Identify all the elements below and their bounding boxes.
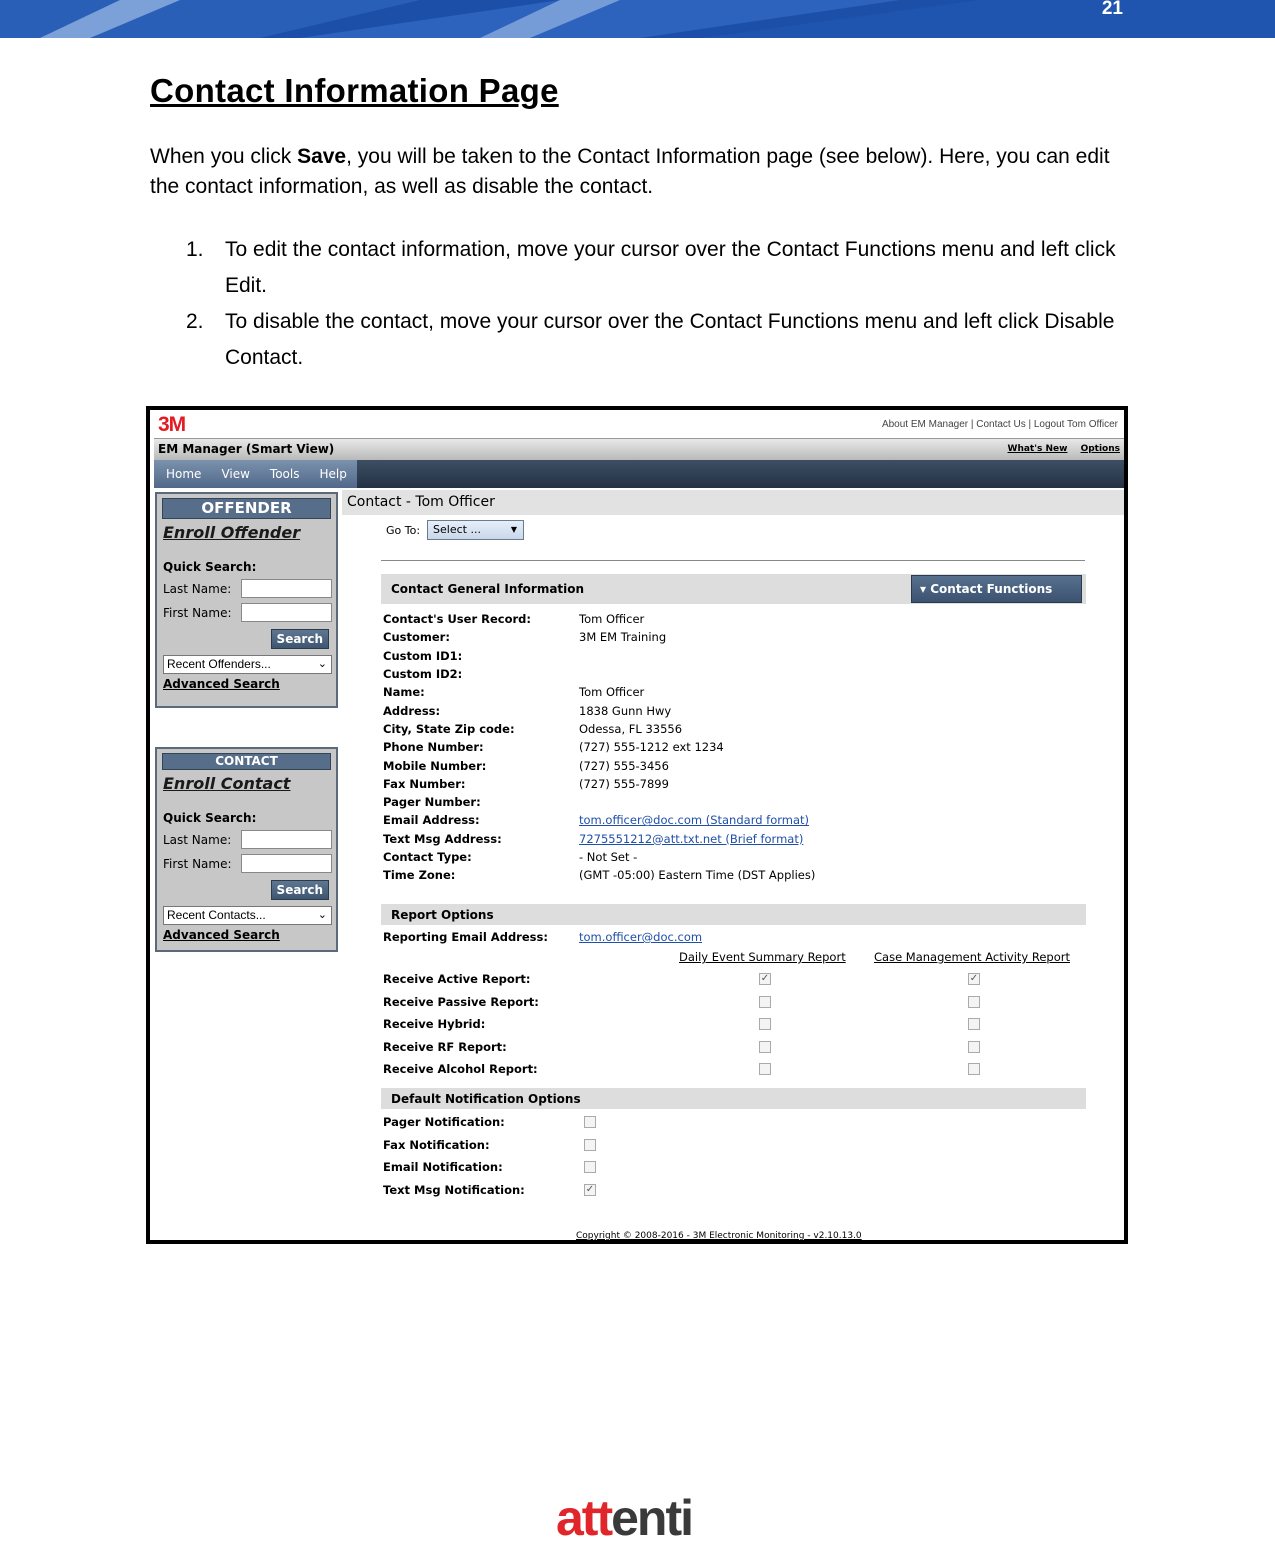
dropdown-arrow-icon: ▼ (510, 525, 518, 534)
info-row (383, 756, 815, 774)
attenti-logo (556, 1489, 692, 1547)
contact-panel-header: CONTACT (162, 753, 331, 770)
copyright: Copyright © 2008-2016 - 3M Electronic Monitoring - v2.10.13.0 (576, 1231, 862, 1241)
offender-last-name-input[interactable] (241, 579, 332, 598)
notification-row-label: Fax Notification: (383, 1137, 490, 1152)
instruction-step (186, 304, 1131, 376)
contact-quick-search-label: Quick Search: (163, 811, 257, 825)
report-row-label: Receive Alcohol Report: (383, 1062, 538, 1076)
info-row (383, 701, 815, 719)
notification-options-title: Default Notification Options (391, 1092, 581, 1106)
info-label: Customer: (383, 630, 450, 645)
contact-first-name-row (163, 854, 336, 873)
info-row (383, 811, 815, 829)
notification-checkbox[interactable]: ✓ (585, 1183, 595, 1195)
info-value: 3M EM Training (579, 630, 667, 645)
report-options-title: Report Options (391, 908, 494, 922)
recent-offenders-value: Recent Offenders... (167, 657, 271, 671)
info-row (383, 830, 815, 848)
contact-functions-button[interactable] (911, 575, 1082, 603)
info-label: Time Zone: (383, 868, 456, 883)
report-daily-checkbox[interactable] (759, 996, 771, 1008)
general-info-title: Contact General Information (391, 582, 585, 596)
menu-tools[interactable]: Tools (269, 467, 300, 481)
step-text: To edit the contact information, move your cursor over the Contact Functions menu and left click Edit. (225, 238, 1116, 297)
report-daily-checkbox[interactable]: ✓ (760, 973, 770, 984)
info-row (383, 848, 815, 866)
info-label: Email Address: (383, 813, 480, 828)
recent-contacts-value: Recent Contacts... (167, 908, 266, 922)
intro-paragraph (150, 142, 1125, 202)
last-name-label: Last Name: (163, 832, 232, 847)
info-value: (727) 555-1212 ext 1234 (579, 740, 724, 755)
instruction-list (186, 232, 1131, 376)
info-value: 1838 Gunn Hwy (579, 703, 672, 718)
info-value: (GMT -05:00) Eastern Time (DST Applies) (579, 868, 816, 883)
contact-search-button[interactable]: Search (271, 880, 329, 900)
report-case-checkbox[interactable] (968, 1063, 980, 1075)
top-links[interactable]: About EM Manager | Contact Us | Logout Tom Officer (881, 419, 1118, 430)
report-row-label: Receive RF Report: (383, 1039, 507, 1054)
info-row (383, 665, 815, 683)
reporting-email-link[interactable]: tom.officer@doc.com (579, 930, 703, 944)
info-row (383, 628, 815, 646)
report-row-label: Receive Active Report: (383, 972, 531, 986)
3m-logo: 3M (158, 413, 186, 436)
intro-text-end: , you will be taken to the Contact Information page (see below). Here, you can edit the contact information, as well as disable the contact. (150, 145, 1110, 198)
info-row (383, 775, 815, 793)
goto-row (386, 520, 524, 540)
recent-offenders-select[interactable] (163, 655, 332, 674)
menu-home[interactable]: Home (166, 467, 202, 481)
report-options-area (383, 930, 1088, 1090)
app-title-bar (154, 438, 1124, 460)
divider (381, 560, 1085, 561)
col-daily-header: Daily Event Summary Report (679, 950, 846, 964)
banner-graphic (0, 0, 1275, 38)
offender-panel-header: OFFENDER (162, 498, 331, 519)
recent-contacts-select[interactable] (163, 906, 332, 925)
options-link[interactable]: Options (1080, 444, 1120, 454)
whats-new-link[interactable]: What's New (1007, 444, 1068, 454)
info-label: Pager Number: (383, 795, 481, 810)
app-name: EM Manager (Smart View) (158, 442, 335, 456)
report-case-checkbox[interactable] (968, 1018, 980, 1030)
intro-text-start: When you click (150, 145, 298, 168)
step-number: 1. (186, 238, 204, 261)
last-name-label: Last Name: (163, 581, 232, 596)
page-title: Contact Information Page (150, 72, 559, 109)
offender-advanced-search-link[interactable]: Advanced Search (163, 677, 280, 691)
contact-info-list (383, 610, 815, 884)
report-daily-checkbox[interactable] (759, 1063, 771, 1075)
contact-last-name-row (163, 830, 336, 849)
notification-row-label: Email Notification: (383, 1160, 503, 1174)
menu-help[interactable]: Help (319, 467, 347, 481)
notification-checkbox[interactable] (584, 1161, 596, 1173)
caret-down-icon: ▾ (920, 582, 927, 596)
chevron-down-icon: ⌄ (317, 658, 327, 670)
instruction-step (186, 232, 1131, 304)
offender-quick-search-label: Quick Search: (163, 560, 257, 574)
offender-search-button[interactable]: Search (271, 629, 329, 649)
intro-save-word: Save (297, 145, 347, 168)
info-row (383, 647, 815, 665)
contact-first-name-input[interactable] (241, 854, 332, 873)
step-number: 2. (186, 310, 204, 333)
info-row (383, 683, 815, 701)
report-daily-checkbox[interactable] (759, 1018, 771, 1030)
enroll-contact-link[interactable]: Enroll Contact (163, 774, 291, 793)
info-label: Phone Number: (383, 740, 484, 755)
notification-options-header (381, 1088, 1086, 1109)
app-topbar (150, 410, 1124, 438)
reporting-email-label: Reporting Email Address: (383, 930, 548, 944)
info-row (383, 866, 815, 884)
report-case-checkbox[interactable]: ✓ (969, 973, 979, 984)
offender-first-name-row (163, 603, 336, 622)
goto-label: Go To: (386, 523, 421, 537)
report-case-checkbox[interactable] (968, 1041, 980, 1053)
info-label: Address: (383, 703, 441, 718)
offender-panel (155, 492, 338, 708)
report-daily-checkbox[interactable] (759, 1041, 771, 1053)
menu-view[interactable]: View (221, 467, 250, 481)
info-value: (727) 555-3456 (579, 758, 669, 773)
menu-bar (154, 460, 1124, 488)
general-info-header (381, 574, 1086, 604)
info-label: Custom ID1: (383, 648, 463, 663)
first-name-label: First Name: (163, 605, 232, 620)
app-screenshot (146, 406, 1128, 1244)
col-case-header: Case Management Activity Report (874, 950, 1070, 964)
info-label: Mobile Number: (383, 758, 487, 773)
info-value[interactable]: tom.officer@doc.com (Standard format) (579, 813, 810, 828)
info-label: Contact's User Record: (383, 612, 532, 627)
step-text: To disable the contact, move your cursor over the Contact Functions menu and left click Disable Contact. (225, 310, 1115, 369)
goto-value: Select ... (433, 523, 481, 536)
info-row (383, 610, 815, 628)
info-label: Custom ID2: (383, 667, 463, 682)
logo-part-a: att (556, 1490, 612, 1546)
info-value: Tom Officer (579, 612, 645, 627)
notification-row-label: Pager Notification: (383, 1115, 505, 1129)
info-value: Tom Officer (579, 685, 645, 700)
report-options-header (381, 904, 1086, 925)
offender-last-name-row (163, 579, 336, 598)
info-label: Fax Number: (383, 776, 466, 791)
info-value: (727) 555-7899 (579, 776, 669, 791)
contact-functions-label: Contact Functions (930, 582, 1053, 596)
offender-first-name-input[interactable] (241, 603, 332, 622)
info-label: Text Msg Address: (383, 831, 502, 846)
report-row-label: Receive Passive Report: (383, 994, 539, 1009)
report-row-label: Receive Hybrid: (383, 1017, 486, 1031)
logo-part-b: enti (611, 1490, 693, 1546)
menu-items (154, 460, 357, 488)
info-value[interactable]: 7275551212@att.txt.net (Brief format) (579, 831, 804, 846)
info-value: - Not Set - (579, 850, 638, 864)
notification-row-label: Text Msg Notification: (383, 1182, 525, 1197)
contact-advanced-search-link[interactable]: Advanced Search (163, 928, 280, 942)
app-links (998, 444, 1120, 454)
page-number: 21 (1101, 0, 1123, 19)
info-label: City, State Zip code: (383, 721, 515, 736)
report-case-checkbox[interactable] (968, 996, 980, 1008)
info-row (383, 738, 815, 756)
enroll-offender-link[interactable]: Enroll Offender (163, 523, 301, 542)
info-label: Name: (383, 685, 425, 700)
notification-checkbox[interactable] (584, 1139, 596, 1151)
chevron-down-icon: ⌄ (317, 909, 327, 921)
notification-checkbox[interactable] (584, 1116, 596, 1128)
info-row (383, 793, 815, 811)
goto-select[interactable] (427, 520, 524, 540)
first-name-label: First Name: (163, 856, 232, 871)
contact-last-name-input[interactable] (241, 830, 332, 849)
contact-heading: Contact - Tom Officer (342, 490, 1124, 515)
notification-rows (383, 1115, 783, 1215)
page-header-banner (0, 0, 1275, 38)
info-row (383, 720, 815, 738)
info-label: Contact Type: (383, 850, 472, 864)
contact-panel (155, 747, 338, 952)
info-value: Odessa, FL 33556 (579, 721, 683, 736)
